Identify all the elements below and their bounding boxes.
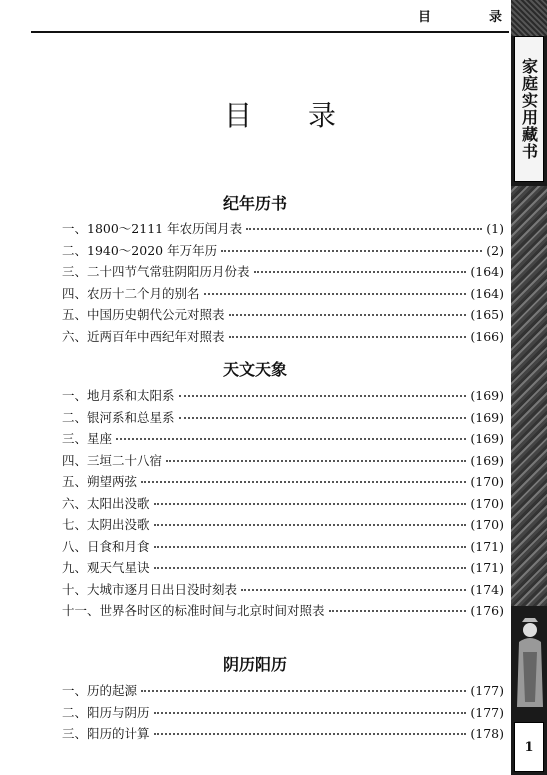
entry-page: (164) xyxy=(470,285,504,301)
figure-illustration-icon xyxy=(513,612,545,712)
running-header xyxy=(418,6,502,25)
entry-page: (169) xyxy=(470,409,504,425)
entry-title: 五、中国历史朝代公元对照表 xyxy=(62,307,225,322)
dot-leader xyxy=(179,417,467,419)
entry-page: (171) xyxy=(470,560,504,575)
toc-entry[interactable] xyxy=(62,305,504,327)
entry-page: (178) xyxy=(470,726,504,741)
entry-page: (169) xyxy=(470,452,504,468)
side-title: 家庭实用藏书 xyxy=(519,58,539,160)
entry-page: (170) xyxy=(470,517,504,532)
toc-list xyxy=(62,386,504,623)
dot-leader xyxy=(221,250,482,252)
header-char-2: 录 xyxy=(488,10,502,25)
toc-entry[interactable] xyxy=(62,472,504,494)
section-heading: 纪年历书 xyxy=(222,194,287,213)
entry-page: (1) xyxy=(486,221,504,236)
entry-title: 四、三垣二十八宿 xyxy=(62,452,163,468)
entry-page: (176) xyxy=(470,603,504,618)
entry-page: (170) xyxy=(470,495,504,511)
toc-entry[interactable] xyxy=(62,558,504,580)
entry-page: (171) xyxy=(470,538,504,554)
dot-leader xyxy=(254,271,467,273)
entry-title: 七、太阴出没歌 xyxy=(62,517,150,532)
side-title-tab xyxy=(514,36,544,182)
dot-leader xyxy=(204,293,467,295)
entry-title: 六、近两百年中西纪年对照表 xyxy=(62,328,225,344)
entry-page: (2) xyxy=(486,242,504,258)
dot-leader xyxy=(154,567,467,569)
section-heading: 天文天象 xyxy=(222,360,287,379)
toc-list xyxy=(62,219,504,348)
toc-entry[interactable] xyxy=(62,515,504,537)
dot-leader xyxy=(246,228,482,230)
dot-leader xyxy=(229,314,467,316)
toc-entry[interactable] xyxy=(62,494,504,516)
entry-title: 五、朔望两弦 xyxy=(62,474,138,489)
entry-page: (169) xyxy=(470,388,504,403)
dot-leader xyxy=(116,438,466,440)
toc-entry[interactable] xyxy=(62,284,504,306)
dot-leader xyxy=(166,460,466,462)
entry-title: 一、历的起源 xyxy=(62,683,138,698)
dot-leader xyxy=(241,589,466,591)
entry-page: (177) xyxy=(470,704,504,720)
entry-title: 三、二十四节气常驻阴阳历月份表 xyxy=(62,264,250,279)
toc-entry[interactable] xyxy=(62,219,504,241)
side-strip xyxy=(511,0,547,775)
entry-title: 八、日食和月食 xyxy=(62,538,150,554)
dot-leader xyxy=(154,546,467,548)
toc-entry[interactable] xyxy=(62,386,504,408)
entry-page: (177) xyxy=(470,683,504,698)
toc-entry[interactable] xyxy=(62,537,504,559)
dot-leader xyxy=(154,712,467,714)
entry-title: 四、农历十二个月的别名 xyxy=(62,285,200,301)
toc-entry[interactable] xyxy=(62,703,504,725)
page-number: 1 xyxy=(514,722,544,772)
dot-leader xyxy=(141,690,466,692)
page-title xyxy=(224,94,336,134)
toc-entry[interactable] xyxy=(62,681,504,703)
entry-title: 二、阳历与阴历 xyxy=(62,704,150,720)
toc-entry[interactable] xyxy=(62,429,504,451)
toc-list xyxy=(62,681,504,746)
toc-entry[interactable] xyxy=(62,724,504,746)
entry-page: (174) xyxy=(470,581,504,597)
entry-title: 三、星座 xyxy=(62,431,113,446)
entry-title: 九、观天气星诀 xyxy=(62,560,150,575)
entry-page: (164) xyxy=(470,264,504,279)
title-char-1: 目 xyxy=(224,99,253,132)
side-decorative-pattern xyxy=(511,186,547,606)
entry-title: 十、大城市逐月日出日没时刻表 xyxy=(62,581,238,597)
side-top-pattern xyxy=(511,0,547,36)
header-rule xyxy=(31,31,509,33)
entry-title: 一、地月系和太阳系 xyxy=(62,388,175,403)
toc-entry[interactable] xyxy=(62,327,504,349)
entry-page: (170) xyxy=(470,474,504,489)
entry-page: (166) xyxy=(470,328,504,344)
entry-title: 三、阳历的计算 xyxy=(62,726,150,741)
dot-leader xyxy=(179,395,467,397)
dot-leader xyxy=(154,503,467,505)
dot-leader xyxy=(154,524,467,526)
entry-title: 一、1800～2111 年农历闰月表 xyxy=(62,221,243,236)
entry-title: 二、银河系和总星系 xyxy=(62,409,175,425)
toc-entry[interactable] xyxy=(62,262,504,284)
dot-leader xyxy=(154,733,467,735)
toc-entry[interactable] xyxy=(62,408,504,430)
dot-leader xyxy=(141,481,466,483)
header-char-1: 目 xyxy=(418,10,432,25)
entry-page: (169) xyxy=(470,431,504,446)
title-char-2: 录 xyxy=(307,99,336,132)
entry-title: 二、1940～2020 年万年历 xyxy=(62,242,218,258)
entry-title: 十一、世界各时区的标准时间与北京时间对照表 xyxy=(62,603,325,618)
dot-leader xyxy=(229,336,467,338)
section-heading: 阴历阳历 xyxy=(222,655,287,674)
toc-entry[interactable] xyxy=(62,580,504,602)
dot-leader xyxy=(329,610,467,612)
toc-entry[interactable] xyxy=(62,451,504,473)
entry-page: (165) xyxy=(470,307,504,322)
entry-title: 六、太阳出没歌 xyxy=(62,495,150,511)
toc-entry[interactable] xyxy=(62,601,504,623)
toc-entry[interactable] xyxy=(62,241,504,263)
